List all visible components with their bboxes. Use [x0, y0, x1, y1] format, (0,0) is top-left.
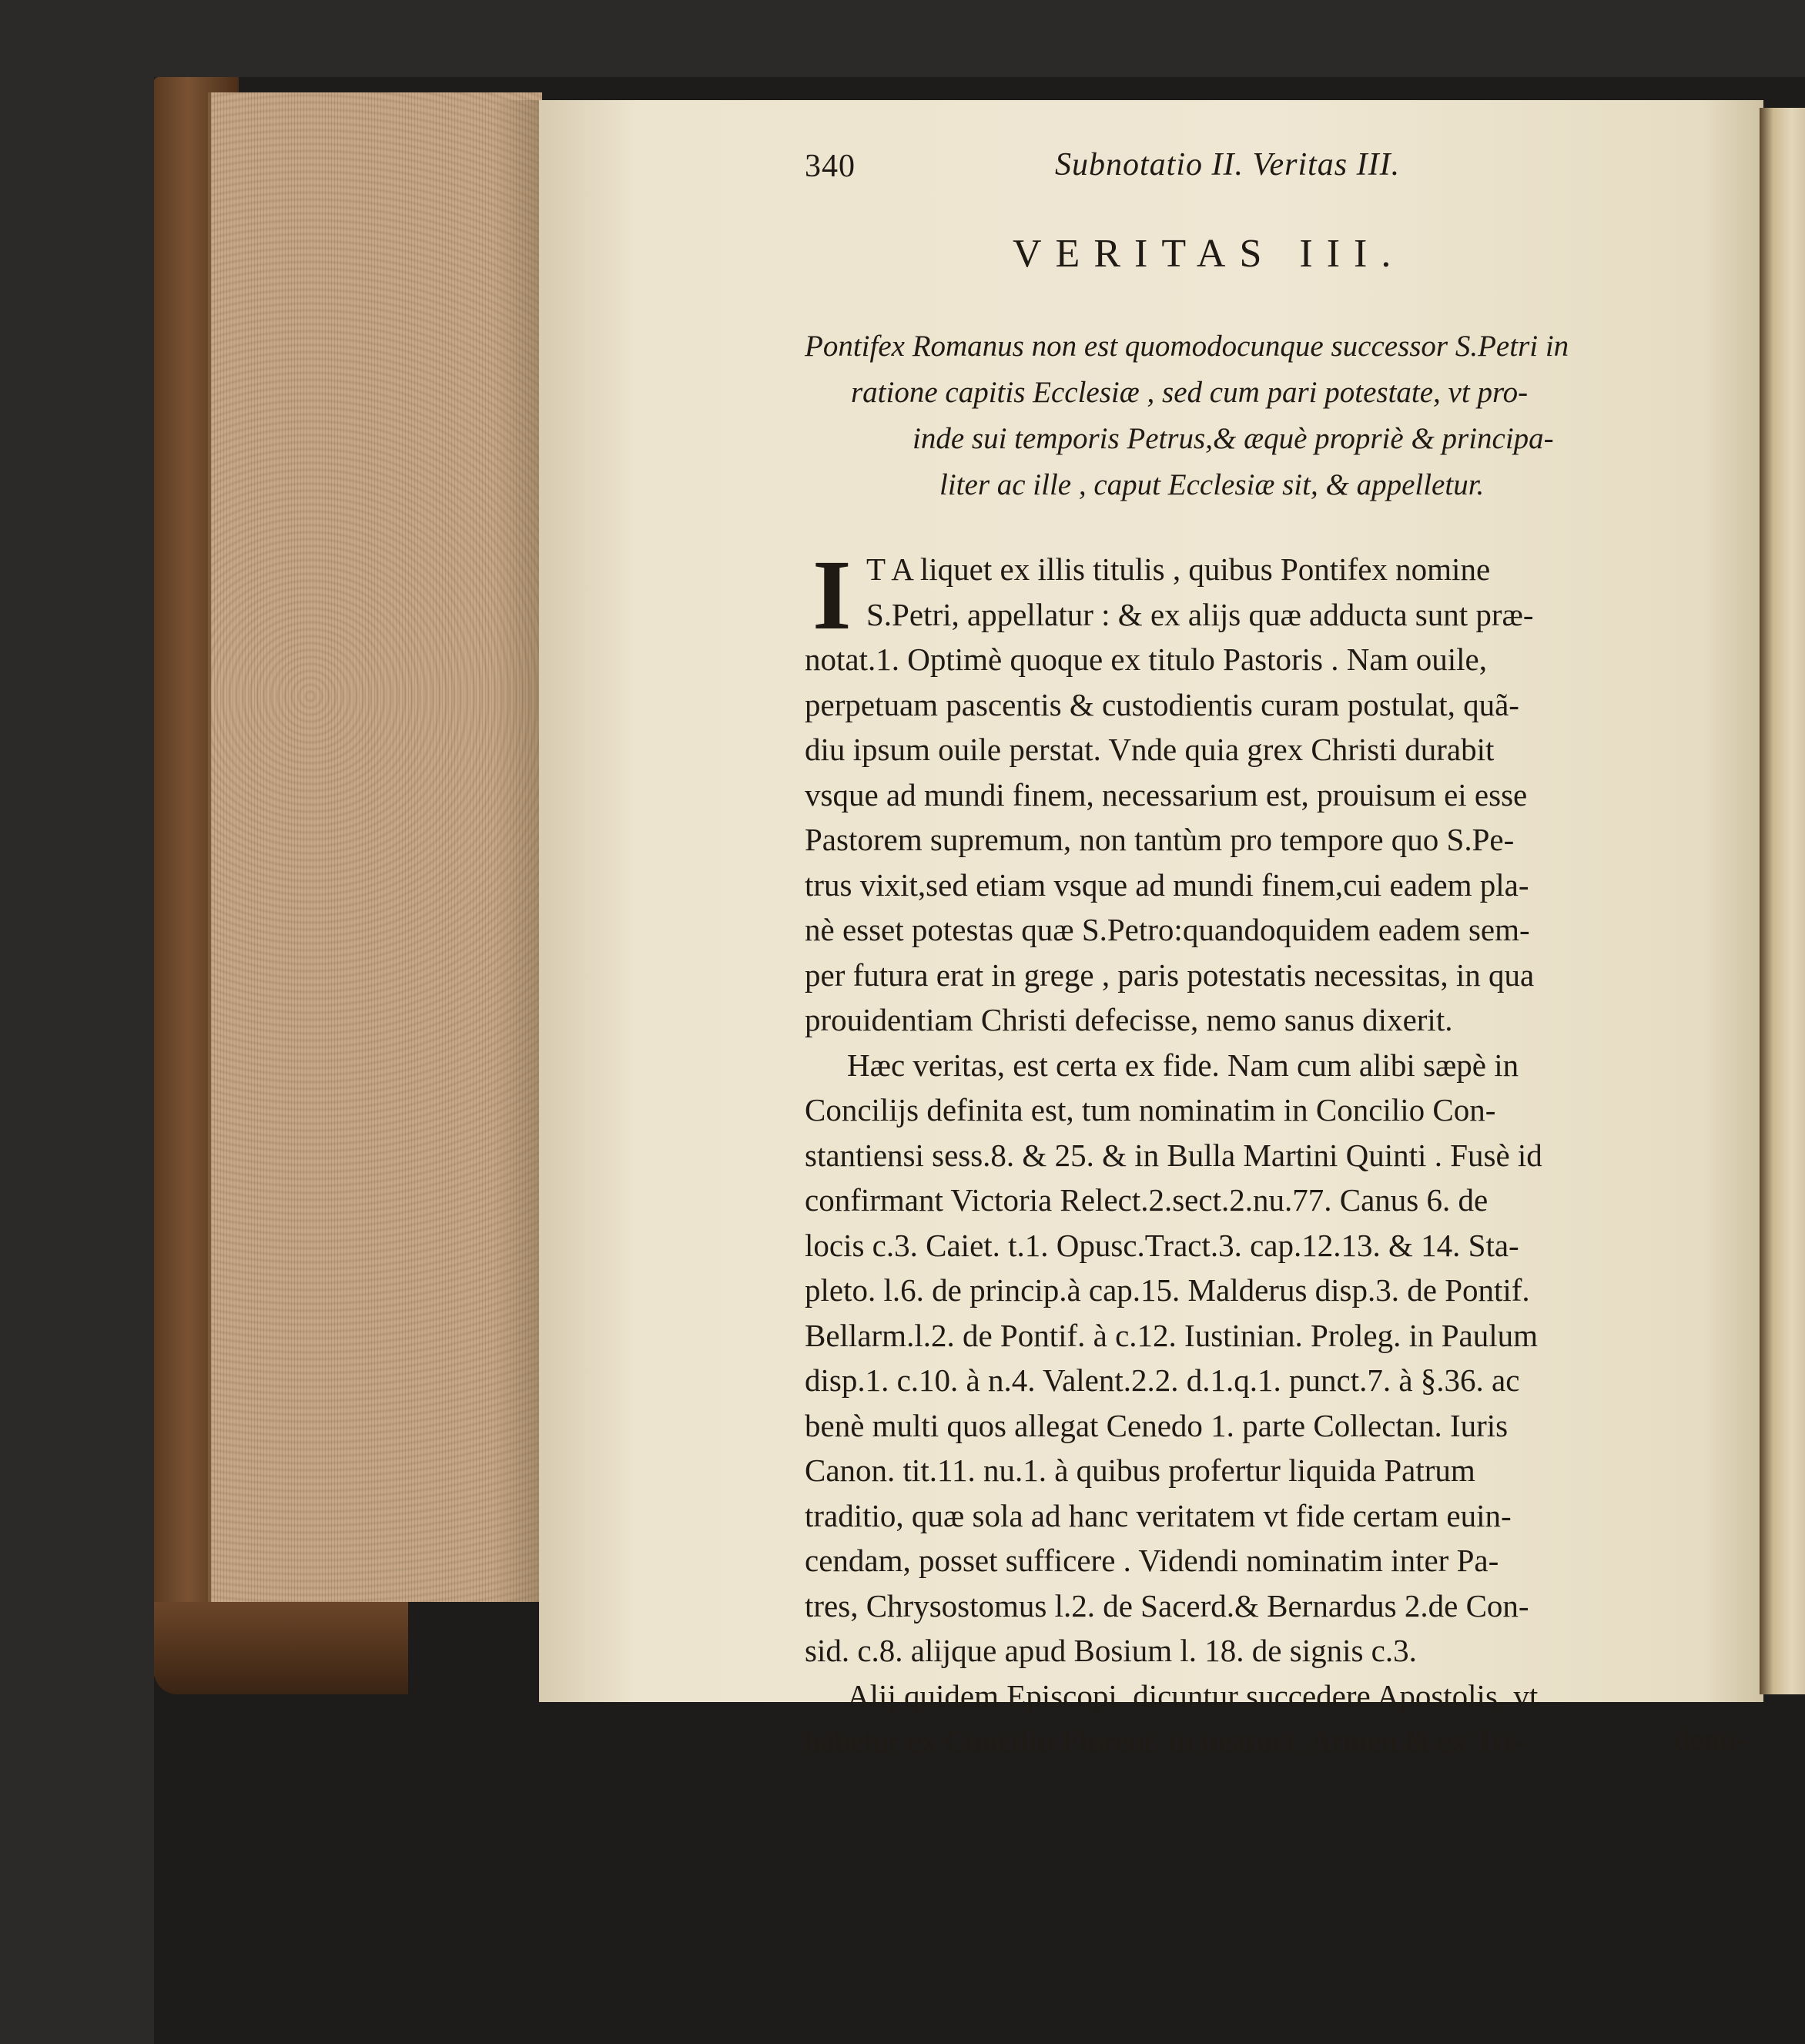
running-head-title: Subnotatio II. Veritas III. [1055, 147, 1401, 183]
thesis-line: Pontifex Romanus non est quomodocunque successor S.Petri in [805, 330, 1569, 363]
running-head [805, 146, 1729, 193]
thesis-line: inde sui temporis Petrus,& æquè propriè & principa- [913, 422, 1554, 455]
text-line: disp.1. c.10. à n.4. Valent.2.2. d.1.q.1. punct.7. à §.36. ac [805, 1362, 1520, 1398]
text-line: confirmant Victoria Relect.2.sect.2.nu.77. Canus 6. de [805, 1182, 1489, 1218]
thesis-statement [805, 323, 1767, 508]
text-line: per futura erat in grege , paris potestatis necessitas, in qua [805, 957, 1535, 993]
text-line: Alij quidem Episcopi, dicuntur succedere Apostolis, vt [847, 1677, 1539, 1714]
body-text [805, 540, 1763, 1764]
text-line: S.Petri, appellatur : & ex alijs quæ adducta sunt præ- [866, 596, 1534, 632]
text-line: vsque ad mundi finem, necessarium est, prouisum ei esse [805, 776, 1528, 813]
text-line: Hæc veritas, est certa ex fide. Nam cum alibi sæpè in [847, 1047, 1519, 1083]
text-line: Canon. tit.11. nu.1. à quibus profertur liquida Patrum [805, 1453, 1475, 1488]
text-line: nè esset potestas quæ S.Petro:quandoquidem eadem sem- [805, 912, 1530, 947]
book-cover-corner [154, 1602, 408, 1694]
text-line: locis c.3. Caiet. t.1. Opusc.Tract.3. cap.12.13. & 14. Sta- [805, 1227, 1519, 1263]
page-edges-shadow [493, 100, 539, 1602]
page-number: 340 [805, 149, 856, 184]
section-title: VERITAS III. [1013, 232, 1405, 276]
text-line: notat.1. Optimè quoque ex titulo Pastoris . Nam ouile, [805, 642, 1487, 677]
catchword: denti- [1675, 1722, 1747, 1757]
text-line: pleto. l.6. de princip.à cap.15. Malderus disp.3. de Pontif. [805, 1272, 1530, 1308]
text-line: tres, Chrysostomus l.2. de Sacerd.& Bernardus 2.de Con- [805, 1587, 1529, 1623]
text-line: perpetuam pascentis & custodientis curam postulat, quã- [805, 686, 1519, 722]
text-line: prouidentiam Christi defecisse, nemo sanus dixerit. [805, 1002, 1453, 1037]
page-block-edges [208, 92, 542, 1602]
text-line: cendam, posset sufficere . Videndi nominatim inter Pa- [805, 1543, 1499, 1578]
text-line: Concilijs definita est, tum nominatim in Concilio Con- [805, 1092, 1496, 1128]
text-line: trus vixit,sed etiam vsque ad mundi finem,cui eadem pla- [805, 866, 1529, 903]
text-line: T A liquet ex illis titulis , quibus Pontifex nomine [866, 551, 1491, 587]
text-line: benè multi quos allegat Cenedo 1. parte Collectan. Iuris [805, 1407, 1509, 1443]
drop-cap: I [812, 540, 852, 651]
text-line: Bellarm.l.2. de Pontif. à c.12. Iustinian. Proleg. in Paulum [805, 1317, 1538, 1353]
text-line: stantiensi sess.8. & 25. & in Bulla Martini Quinti . Fusè id [805, 1137, 1542, 1173]
text-line: Pastorem supremum, non tantùm pro tempore quo S.Pe- [805, 822, 1515, 857]
text-line: traditio, quæ sola ad hanc veritatem vt fide certam euin- [805, 1497, 1512, 1533]
thesis-line: liter ac ille , caput Ecclesiæ sit, & appelletur. [939, 468, 1485, 501]
text-line: sid. c.8. alijque apud Bosium l. 18. de signis c.3. [805, 1633, 1417, 1668]
text-line: diu ipsum ouile perstat. Vnde quia grex Christi durabit [805, 732, 1495, 767]
text-line: habetur ex Concilio Florent. in instruct. Armen.& ex Tri- [805, 1723, 1523, 1758]
thesis-line: ratione capitis Ecclesiæ , sed cum pari potestate, vt pro- [851, 376, 1529, 409]
